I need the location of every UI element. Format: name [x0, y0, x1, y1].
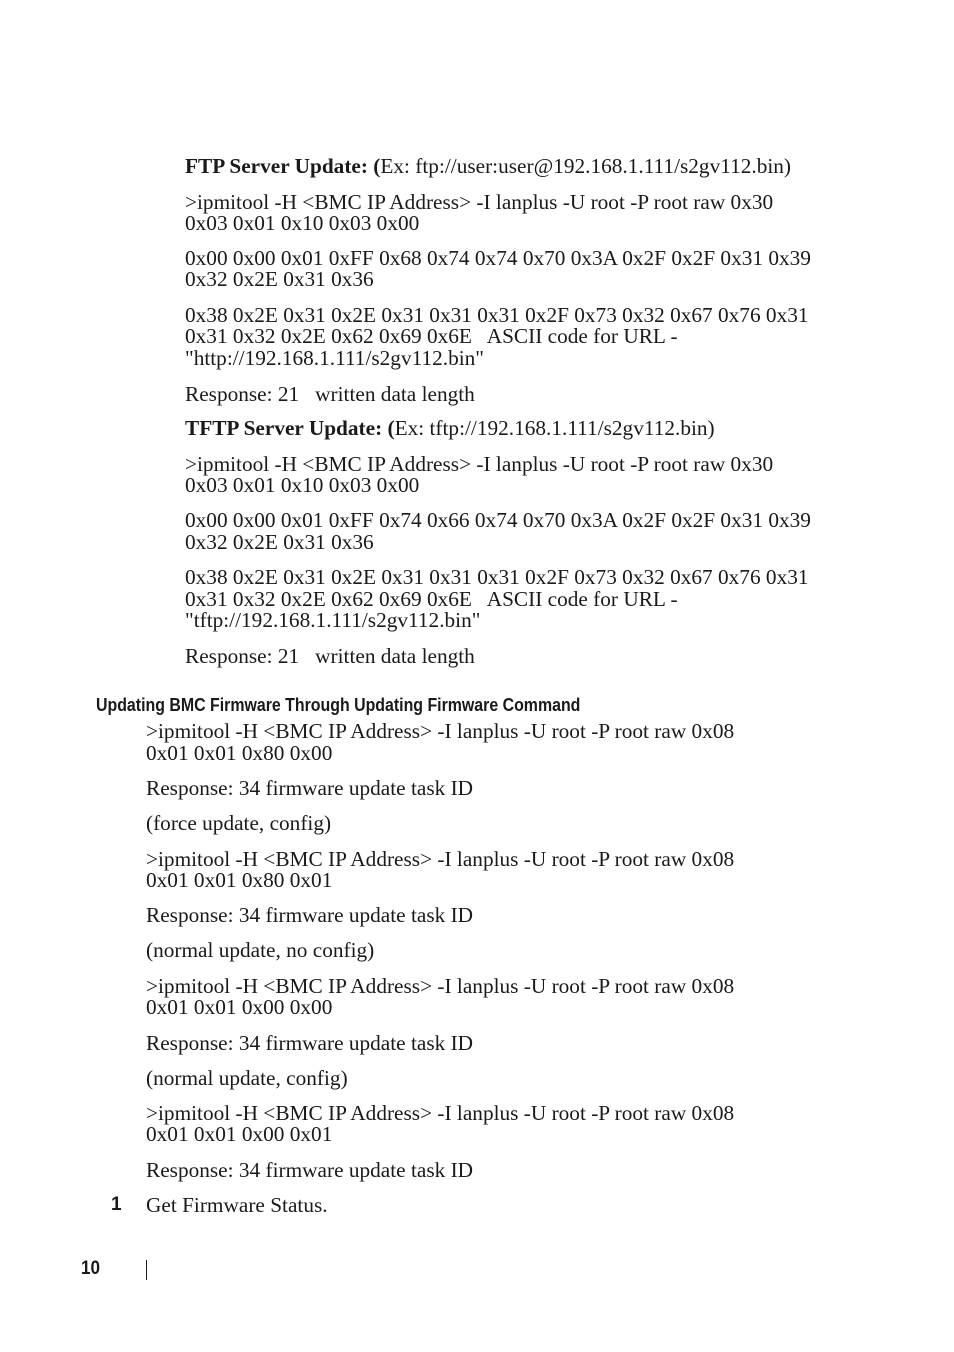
- tftp-response: Response: 21 written data length: [185, 644, 475, 668]
- tftp-data-line-4: 0x31 0x32 0x2E 0x62 0x69 0x6E ASCII code for URL -: [185, 587, 678, 611]
- tftp-data-line-1: 0x00 0x00 0x01 0xFF 0x74 0x66 0x74 0x70 0x3A 0x2F 0x2F 0x31 0x39: [185, 508, 811, 532]
- step-number: 1: [111, 1194, 122, 1215]
- ftp-command-line-2: 0x03 0x01 0x10 0x03 0x00: [185, 211, 420, 235]
- ftp-data-line-1: 0x00 0x00 0x01 0xFF 0x68 0x74 0x74 0x70 0x3A 0x2F 0x2F 0x31 0x39: [185, 246, 811, 270]
- ftp-response: Response: 21 written data length: [185, 382, 475, 406]
- ftp-update-label: FTP Server Update: (: [185, 154, 381, 178]
- fw-command-3-line-1: >ipmitool -H <BMC IP Address> -I lanplus -U root -P root raw 0x08: [146, 974, 735, 998]
- fw-command-4-line-2: 0x01 0x01 0x00 0x01: [146, 1122, 333, 1146]
- step-text: Get Firmware Status.: [146, 1193, 328, 1217]
- fw-response-4: Response: 34 firmware update task ID: [146, 1158, 474, 1182]
- fw-command-3-line-2: 0x01 0x01 0x00 0x00: [146, 995, 333, 1019]
- fw-note-3: (normal update, config): [146, 1066, 348, 1090]
- ftp-url-line: "http://192.168.1.111/s2gv112.bin": [185, 346, 484, 370]
- fw-command-2-line-2: 0x01 0x01 0x80 0x01: [146, 868, 333, 892]
- ftp-data-line-4: 0x31 0x32 0x2E 0x62 0x69 0x6E ASCII code for URL -: [185, 324, 678, 348]
- fw-response-1: Response: 34 firmware update task ID: [146, 776, 474, 800]
- tftp-update-example: Ex: tftp://192.168.1.111/s2gv112.bin): [394, 416, 715, 440]
- tftp-url-line: "tftp://192.168.1.111/s2gv112.bin": [185, 608, 481, 632]
- fw-command-2-line-1: >ipmitool -H <BMC IP Address> -I lanplus -U root -P root raw 0x08: [146, 847, 735, 871]
- tftp-update-label: TFTP Server Update: (: [185, 416, 395, 440]
- fw-command-1-line-1: >ipmitool -H <BMC IP Address> -I lanplus -U root -P root raw 0x08: [146, 719, 735, 743]
- fw-response-2: Response: 34 firmware update task ID: [146, 903, 474, 927]
- ftp-update-example: Ex: ftp://user:user@192.168.1.111/s2gv112.bin): [380, 154, 791, 178]
- tftp-data-line-3: 0x38 0x2E 0x31 0x2E 0x31 0x31 0x31 0x2F 0x73 0x32 0x67 0x76 0x31: [185, 565, 809, 589]
- fw-note-2: (normal update, no config): [146, 938, 375, 962]
- tftp-update-line: [185, 418, 715, 440]
- ftp-data-line-2: 0x32 0x2E 0x31 0x36: [185, 267, 374, 291]
- ftp-update-line: [185, 156, 791, 178]
- ftp-command-line-1: >ipmitool -H <BMC IP Address> -I lanplus -U root -P root raw 0x30: [185, 190, 774, 214]
- tftp-command-line-2: 0x03 0x01 0x10 0x03 0x00: [185, 473, 420, 497]
- tftp-data-line-2: 0x32 0x2E 0x31 0x36: [185, 530, 374, 554]
- fw-command-4-line-1: >ipmitool -H <BMC IP Address> -I lanplus -U root -P root raw 0x08: [146, 1101, 735, 1125]
- tftp-command-line-1: >ipmitool -H <BMC IP Address> -I lanplus -U root -P root raw 0x30: [185, 452, 774, 476]
- fw-note-1: (force update, config): [146, 811, 332, 835]
- ftp-data-line-3: 0x38 0x2E 0x31 0x2E 0x31 0x31 0x31 0x2F 0x73 0x32 0x67 0x76 0x31: [185, 303, 809, 327]
- page-number: 10: [81, 1258, 101, 1279]
- fw-response-3: Response: 34 firmware update task ID: [146, 1031, 474, 1055]
- section-heading: Updating BMC Firmware Through Updating Firmware Command: [96, 694, 581, 715]
- fw-command-1-line-2: 0x01 0x01 0x80 0x00: [146, 741, 333, 765]
- footer-divider: [146, 1260, 147, 1280]
